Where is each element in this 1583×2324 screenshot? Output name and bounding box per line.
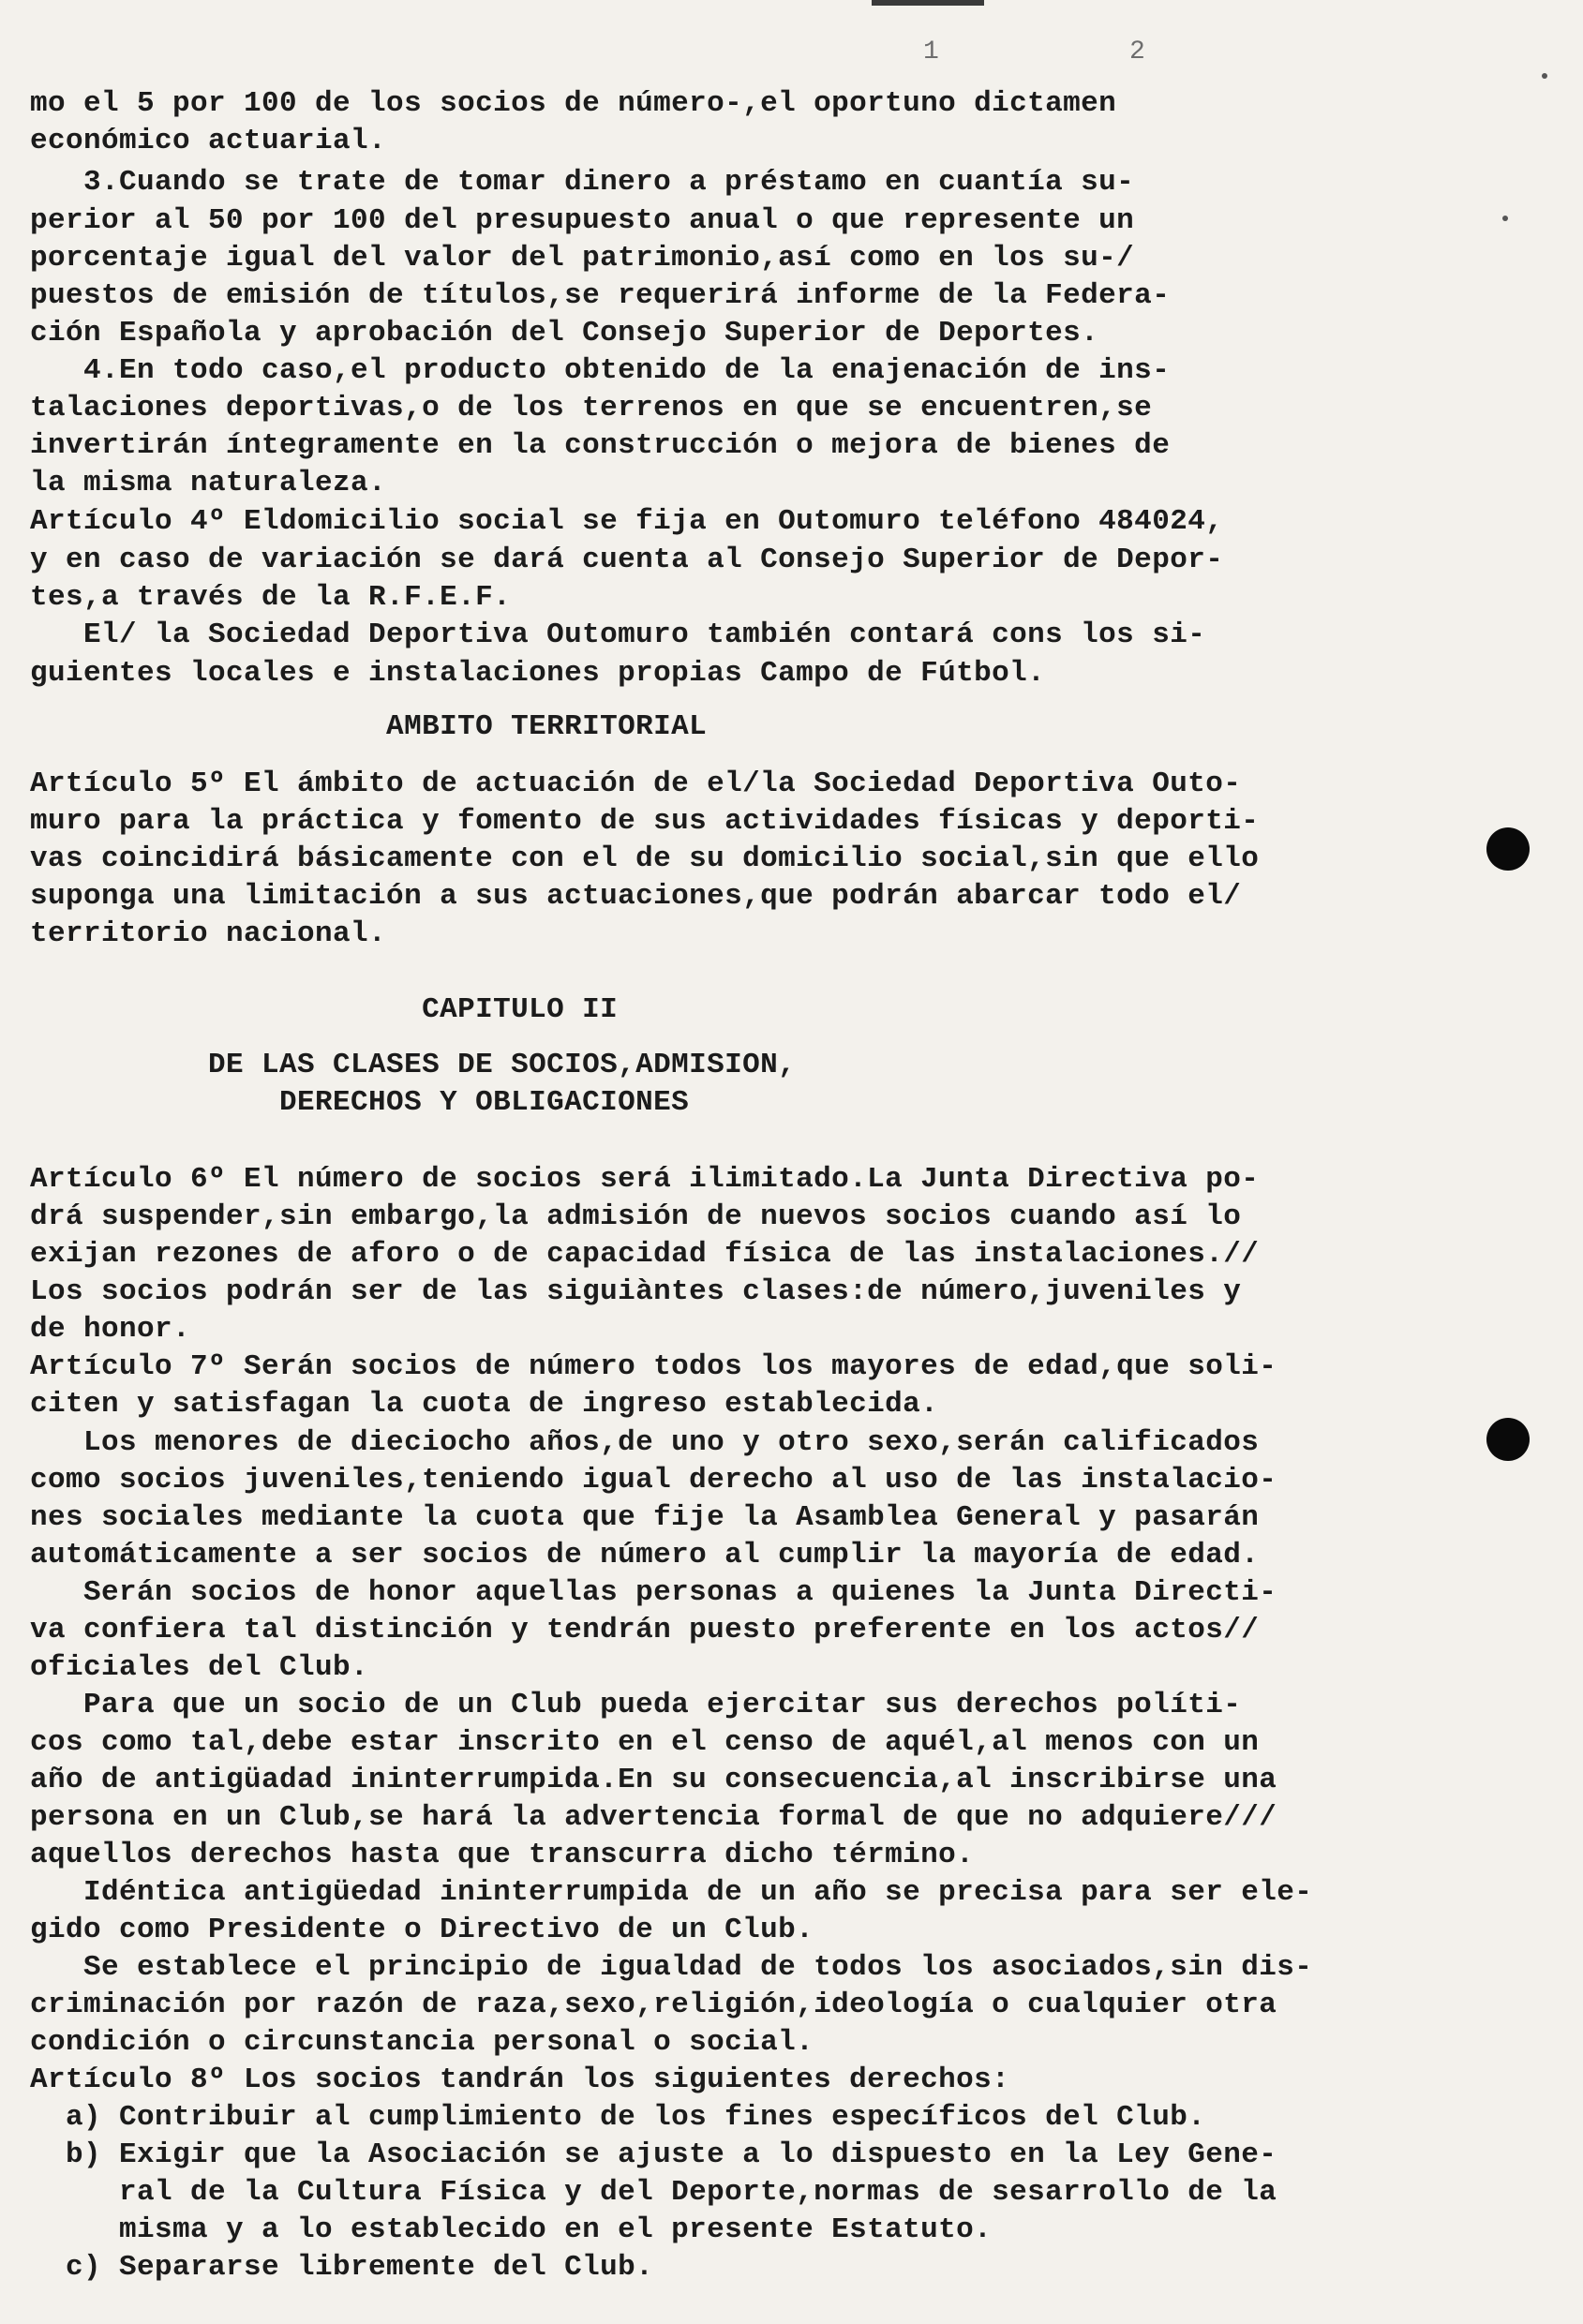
punch-hole-bottom [1486,1418,1530,1461]
section-heading: AMBITO TERRITORIAL [30,710,708,743]
text-line: aquellos derechos hasta que transcurra dicho término. [30,1839,975,1871]
text-line: Idéntica antigüedad ininterrumpida de un año se precisa para ser ele- [30,1876,1313,1909]
text-line: talaciones deportivas,o de los terrenos en que se encuentren,se [30,392,1153,425]
text-line: guientes locales e instalaciones propias Campo de Fútbol. [30,657,1046,690]
text-line: nes sociales mediante la cuota que fije la Asamblea General y pasarán [30,1501,1260,1534]
top-edge-mark [872,0,984,6]
text-line: criminación por razón de raza,sexo,religión,ideología o cualquier otra [30,1989,1277,2021]
text-line: y en caso de variación se dará cuenta al Consejo Superior de Depor- [30,544,1224,576]
text-line: persona en un Club,se hará la advertencia formal de que no adquiere/// [30,1801,1277,1834]
list-item: b) Exigir que la Asociación se ajuste a lo dispuesto en la Ley Gene- [30,2138,1277,2171]
text-line: 4.En todo caso,el producto obtenido de la enajenación de ins- [30,354,1171,387]
text-line: Artículo 8º Los socios tandrán los siguientes derechos: [30,2063,1010,2096]
text-line: Serán socios de honor aquellas personas a quienes la Junta Directi- [30,1576,1277,1609]
text-line: automáticamente a ser socios de número al cumplir la mayoría de edad. [30,1539,1260,1572]
page-mark-right: 2 [1129,37,1145,67]
text-line: Para que un socio de un Club pueda ejercitar sus derechos políti- [30,1689,1242,1721]
text-line: mo el 5 por 100 de los socios de número-,el oportuno dictamen [30,87,1117,120]
text-line: drá suspender,sin embargo,la admisión de nuevos socios cuando así lo [30,1200,1242,1233]
text-line: territorio nacional. [30,917,387,950]
text-line: la misma naturaleza. [30,467,387,499]
text-line: año de antigüadad ininterrumpida.En su consecuencia,al inscribirse una [30,1764,1277,1796]
text-line: exijan rezones de aforo o de capacidad física de las instalaciones.// [30,1238,1260,1271]
text-line: 3.Cuando se trate de tomar dinero a préstamo en cuantía su- [30,166,1135,199]
list-item: ral de la Cultura Física y del Deporte,normas de sesarrollo de la [30,2176,1277,2209]
text-line: económico actuarial. [30,125,387,157]
text-line: tes,a través de la R.F.E.F. [30,581,512,614]
text-line: Artículo 7º Serán socios de número todos los mayores de edad,que soli- [30,1350,1277,1383]
text-line: va confiera tal distinción y tendrán puesto preferente en los actos// [30,1614,1260,1646]
text-line: cos como tal,debe estar inscrito en el censo de aquél,al menos con un [30,1726,1260,1759]
text-line: Artículo 5º El ámbito de actuación de el/la Sociedad Deportiva Outo- [30,767,1242,800]
text-line: invertirán íntegramente en la construcción o mejora de bienes de [30,429,1171,462]
chapter-subheading: DERECHOS Y OBLIGACIONES [30,1086,690,1119]
text-line: ción Española y aprobación del Consejo Superior de Deportes. [30,317,1099,350]
text-line: Se establece el principio de igualdad de todos los asociados,sin dis- [30,1951,1313,1984]
text-line: gido como Presidente o Directivo de un Club. [30,1914,814,1946]
list-item: c) Separarse libremente del Club. [30,2251,654,2284]
text-line: suponga una limitación a sus actuaciones,que podrán abarcar todo el/ [30,880,1242,913]
text-line: puestos de emisión de títulos,se requerirá informe de la Federa- [30,279,1171,312]
page-mark-left: 1 [923,37,939,67]
text-line: muro para la práctica y fomento de sus actividades físicas y deporti- [30,805,1260,838]
speck [1542,73,1547,79]
speck [1502,216,1508,221]
list-item: a) Contribuir al cumplimiento de los fines específicos del Club. [30,2101,1206,2134]
text-line: citen y satisfagan la cuota de ingreso establecida. [30,1388,939,1421]
text-line: Artículo 4º Eldomicilio social se fija en Outomuro teléfono 484024, [30,505,1224,538]
text-line: como socios juveniles,teniendo igual derecho al uso de las instalacio- [30,1464,1277,1497]
chapter-heading: CAPITULO II [30,993,619,1026]
text-line: oficiales del Club. [30,1651,369,1684]
text-line: Los menores de dieciocho años,de uno y otro sexo,serán calificados [30,1426,1260,1459]
text-line: porcentaje igual del valor del patrimonio,así como en los su-/ [30,242,1135,275]
punch-hole-top [1486,827,1530,871]
text-line: vas coincidirá básicamente con el de su domicilio social,sin que ello [30,842,1260,875]
text-line: El/ la Sociedad Deportiva Outomuro también contará cons los si- [30,618,1206,651]
text-line: Artículo 6º El número de socios será ilimitado.La Junta Directiva po- [30,1163,1260,1196]
text-line: Los socios podrán ser de las siguiàntes clases:de número,juveniles y [30,1275,1242,1308]
text-line: de honor. [30,1313,191,1346]
chapter-subheading: DE LAS CLASES DE SOCIOS,ADMISION, [30,1049,797,1081]
list-item: misma y a lo establecido en el presente Estatuto. [30,2213,993,2246]
text-line: perior al 50 por 100 del presupuesto anual o que represente un [30,204,1135,237]
text-line: condición o circunstancia personal o social. [30,2026,814,2059]
